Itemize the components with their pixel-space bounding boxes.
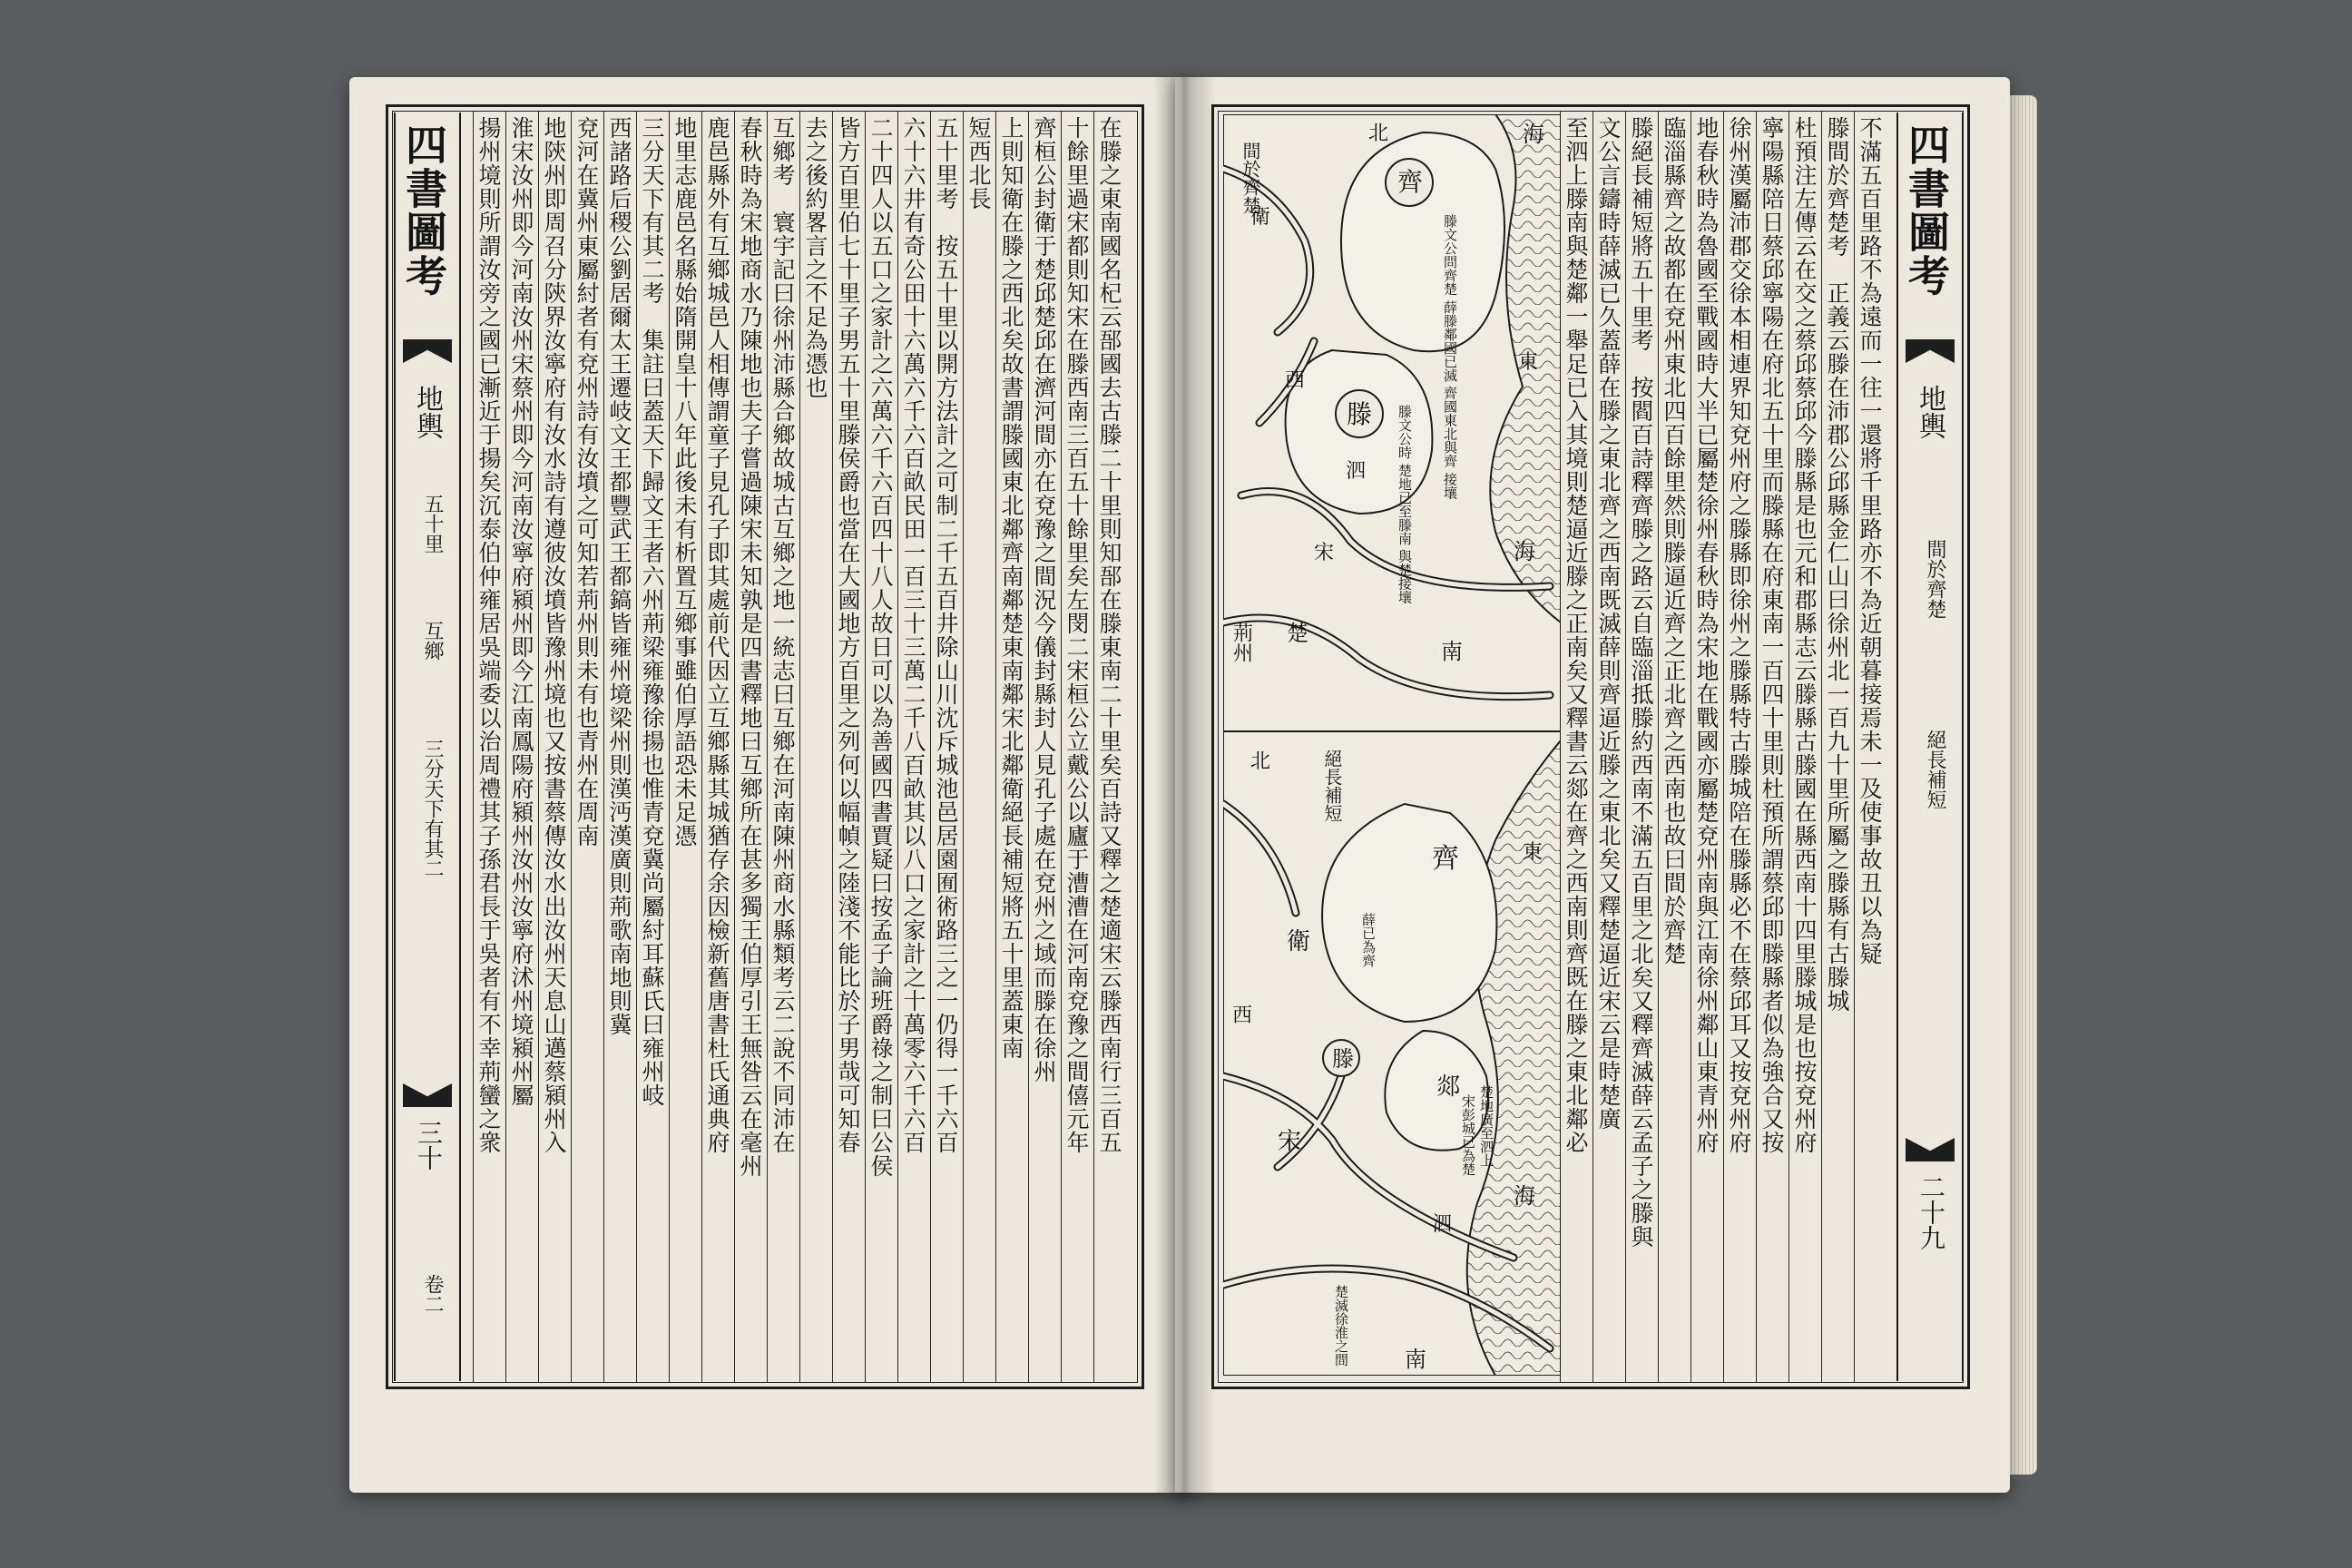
text-column: 十餘里過宋都則知宋在滕西南三百五十餘里矣左閔二宋桓公立戴公以廬于漕漕在河南兗豫之間僖元年 [1063,116,1090,1154]
open-book [331,77,2028,1493]
left-page [349,77,1193,1493]
map-bottom-south: 南 [1405,1347,1426,1372]
text-column: 文公言鑄時薛滅已久蓋薛在滕之東北齊之西南既滅薛則齊逼近滕之東北矣又釋楚逼近宋云是時楚廣 [1595,116,1622,1131]
map-bottom-north: 北 [1250,750,1271,773]
column-rule [1690,112,1691,1382]
text-column: 互鄉考 寰宇記曰徐州沛縣合鄉故城古互鄉之地一統志曰互鄉在河南陳州商水縣類考云二說不同沛在 [769,116,796,1154]
column-rule [603,112,604,1382]
map-top-north: 北 [1368,122,1389,145]
left-section-name: 地輿 [411,385,443,439]
right-page-number: 二十九 [1916,1174,1946,1250]
left-text-frame [386,104,1144,1389]
text-column: 不滿五百里路不為遠而一往一還將千里路亦不為近朝暮接焉未一及使事故丑以為疑 [1857,116,1883,965]
column-rule [1756,112,1757,1382]
map-top-sea-2: 海 [1514,539,1535,564]
map-top-song: 宋 [1314,542,1335,564]
column-rule [636,112,637,1382]
right-subtitle-1: 間於齊楚 [1924,539,1946,619]
column-rule [669,112,670,1382]
column-rule [473,112,474,1382]
column-rule [767,112,768,1382]
text-column: 二十四人以五口之家計之六萬六千六百四十八人故日可以為善國四書賈疑曰按孟子論班爵祿之制曰公侯 [867,116,894,1178]
text-column: 臨淄縣齊之故都在兗州東北四百餘里然則滕逼近齊之正北齊之西南也故曰間於齊楚 [1661,116,1687,965]
column-rule [1723,112,1724,1382]
map-top-east: 東 [1518,351,1539,374]
map-top-heading: 間於齊楚 [1240,142,1261,214]
sea-bottom [1467,740,1561,1376]
text-column: 西諸路后稷公劉居爾太王遷岐文王都豐武王都鎬皆雍州境梁州則漢沔漢廣則荊歌南地則冀 [606,116,632,1036]
text-column: 寧陽縣陪日蔡邱寧陽在府北五十里而滕縣在府東南一百四十里則杜預所謂蔡邱即滕縣者似為強合又按 [1759,116,1785,1154]
map-top-qi: 齊 [1397,167,1424,197]
text-column: 三分天下有其二考 集註曰蓋天下歸文王者六州荊梁雍豫徐揚也惟青兗冀尚屬紂耳蘇氏曰雍州岐 [639,116,665,1107]
column-rule [1821,112,1822,1382]
map-bottom-si: 泗 [1432,1213,1453,1236]
map-top-teng-note: 滕文公時 楚地已至滕南 與楚接壤 [1396,405,1413,604]
left-subtitle-1: 五十里 [421,494,444,554]
map-top-south: 南 [1441,639,1463,664]
map-top-si: 泗 [1346,460,1367,483]
column-rule [1592,112,1593,1382]
text-column: 去之後約畧言之不足為憑也 [802,116,828,399]
text-column: 皆方百里伯七十里子男五十里滕侯爵也當在大國地方百里之列何以幅幀之陸淺不能比於子男哉可知春 [835,116,861,1154]
column-rule [1061,112,1062,1382]
map-bottom-west: 西 [1232,1004,1253,1027]
left-subtitle-2: 互鄉 [421,621,444,661]
column-rule [734,112,735,1382]
text-column: 徐州漢屬沛郡交徐本相連界知兗州府之滕縣即徐州之滕縣特古滕城陪在滕縣必不在蔡邱耳又按兗州府 [1726,116,1752,1154]
left-subtitle-3: 三分天下有其二 [421,739,444,878]
map-top-wei: 衛 [1250,206,1271,229]
left-volume-label: 卷二 [421,1274,444,1314]
column-rule [701,112,702,1382]
column-rule [1788,112,1789,1382]
map-bottom-east: 東 [1523,841,1544,864]
map-top-teng: 滕 [1347,399,1373,429]
text-column: 在滕之東南國名杞云郚國去古滕二十里則知郚在滕東南二十里矣百詩又釋之楚適宋云滕西南行三百五 [1096,116,1122,1154]
text-column: 地春秋時為魯國至戰國時大半已屬楚徐州春秋時為宋地在戰國亦屬楚兗州南與江南徐州鄰山東青州府 [1693,116,1720,1154]
qi-territory-bottom [1322,804,1496,1022]
map-svg [1223,114,1561,1376]
map-top-jingzhou: 荊州 [1230,622,1253,662]
column-rule [897,112,898,1382]
map-bottom-tan: 郯 [1436,1073,1461,1101]
column-rule [1093,112,1094,1382]
text-column: 短西北長 [965,116,992,211]
map-bottom-chu-note: 楚地廣至泗上 [1478,1085,1494,1167]
text-column: 鹿邑縣外有互鄉城邑人相傳謂童子見孔子即其處前代因立互鄉縣其城猶存余因檢新舊唐書杜氏通典府 [704,116,730,1154]
column-rule [930,112,931,1382]
text-column: 地里志鹿邑名縣始隋開皇十八年此後未有析置互鄉事雖伯厚語恐未足憑 [671,116,698,848]
map-top-west: 西 [1285,369,1306,392]
map-bottom-qi: 齊 [1432,843,1459,875]
text-column: 上則知衛在滕之西北矣故書謂滕國東北鄰齊南鄰楚東南鄰宋北鄰衛絕長補短將五十里蓋東南 [998,116,1024,1060]
map-bottom-song-note: 宋彭城已為楚 [1460,1094,1476,1176]
text-column: 齊桓公封衛于楚邱楚邱在濟河間亦在兗豫之間況今儀封縣封人見孔子處在兗州之域而滕在徐州 [1031,116,1057,1083]
map-bottom-teng: 滕 [1332,1046,1354,1072]
right-text-frame [1211,104,1970,1389]
text-column: 淮宋汝州即今河南汝州宋蔡州即今河南汝寧府潁州即今江南鳳陽府潁州汝州汝寧府沭州境潁州屬 [508,116,534,1107]
map-bottom-wei: 衛 [1287,928,1311,956]
column-rule [1625,112,1626,1382]
text-column: 滕間於齊楚考 正義云滕在沛郡公邱縣金仁山曰徐州北一百九十里所屬之滕縣有古滕城 [1824,116,1850,1013]
map-bottom-sea: 海 [1514,1183,1535,1209]
left-page-banner [394,113,461,1381]
column-rule [1658,112,1659,1382]
column-rule [995,112,996,1382]
map-top-chu: 楚 [1287,621,1308,646]
right-subtitle-2: 絕長補短 [1924,730,1946,809]
left-book-title: 四書圖考 [399,123,448,298]
text-column: 兗河在冀州東屬紂者有兗州詩有汝墳之可知若荊州則未有也青州在周南 [573,116,600,848]
text-column: 揚州境則所謂汝旁之國已漸近于揚矣沉泰伯仲雍居吳端委以治周禮其子孫君長于吳者有不幸荊蠻之衆 [475,116,502,1154]
text-column: 地陝州即周召分陝界汝寧府有汝水詩有遵彼汝墳皆豫州境也又按書蔡傳汝水出汝州天息山邁蔡潁州入 [541,116,567,1154]
column-rule [1028,112,1029,1382]
right-page-banner [1896,113,1964,1381]
text-column: 杜預注左傳云在交之蔡邱蔡邱今滕縣是也元和郡縣志云滕縣古滕國在縣西南十四里滕城是也按兗州府 [1791,116,1818,1154]
column-rule [538,112,539,1382]
map-bottom-river-note: 楚滅徐淮之間 [1333,1285,1349,1367]
right-book-title: 四書圖考 [1902,123,1951,298]
text-column: 春秋時為宋地商水乃陳地也夫子嘗過陳宋未知孰是四書釋地曰互鄉所在甚多獨王伯厚引王無咎云在毫州 [737,116,763,1178]
left-page-number: 三十 [414,1120,444,1171]
column-rule [963,112,964,1382]
map-bottom-qi-note: 薛已為齊 [1360,913,1377,967]
column-rule [505,112,506,1382]
column-rule [799,112,800,1382]
map-top-qi-note: 滕文公問齊楚 薛滕鄰國已滅 齊國東北與齊 接壤 [1442,214,1458,500]
right-section-name: 地輿 [1914,385,1945,439]
text-column: 滕絕長補短將五十里考 按閻百詩釋齊滕之路云自臨淄抵滕約西南不滿五百里之北矣又釋齊滅薛云孟子之滕與 [1628,116,1654,1249]
map-top-sea: 海 [1523,122,1544,147]
text-column: 六十六井有奇公田十六萬六千六百畝民田一百三十三萬二千八百畝其以八口之家計之十萬零六千六百 [900,116,926,1154]
column-rule [1854,112,1855,1382]
map-bottom-heading: 絕長補短 [1321,750,1343,822]
map-bottom-song: 宋 [1278,1128,1302,1155]
column-rule [832,112,833,1382]
column-rule [571,112,572,1382]
map-illustration [1223,114,1561,1376]
text-column: 五十里考 按五十里以開方法計之可制二千五百井除山川沈斥城池邑居園囿術路三之一仍得一千六百 [933,116,959,1154]
right-page [1175,77,2010,1493]
column-rule [865,112,866,1382]
text-column: 至泗上滕南與楚鄰一舉足已入其境則楚逼近滕之正南矣又釋書云郯在齊之西南則齊既在滕之東北鄰必 [1563,116,1589,1154]
